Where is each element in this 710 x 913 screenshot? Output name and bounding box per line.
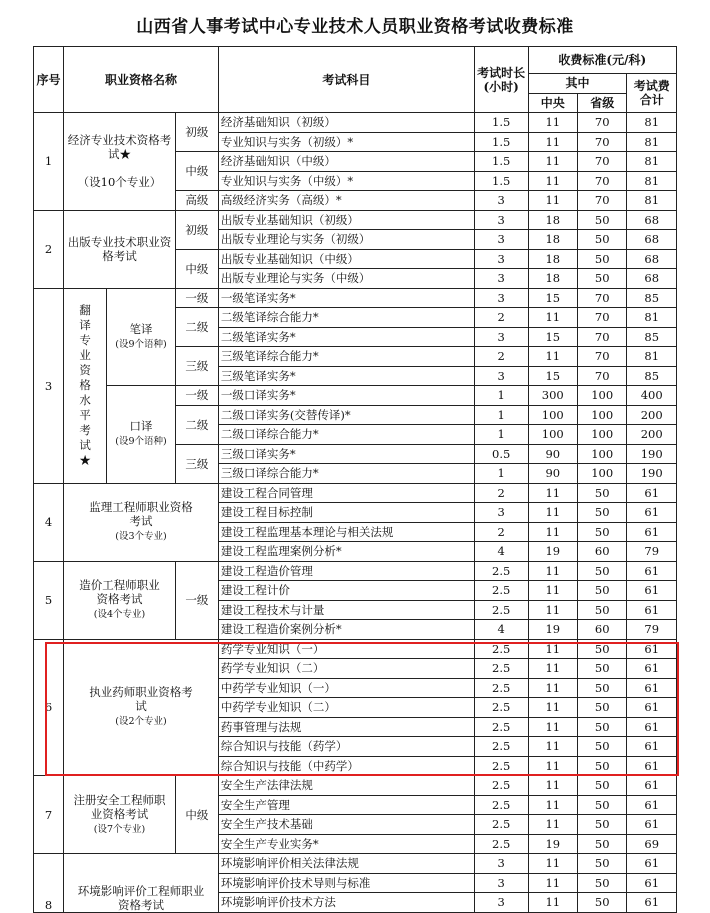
group-note: (设2个专业) bbox=[115, 716, 167, 728]
level-cell: 二级 bbox=[175, 308, 218, 347]
duration-cell: 3 bbox=[474, 191, 528, 211]
subject-cell: 出版专业理论与实务（初级） bbox=[218, 230, 474, 250]
province-fee-cell: 70 bbox=[577, 152, 626, 172]
central-fee-cell: 11 bbox=[528, 776, 577, 796]
subject-cell: 安全生产管理 bbox=[218, 795, 474, 815]
subject-cell: 安全生产技术基础 bbox=[218, 815, 474, 835]
total-fee-cell: 200 bbox=[627, 405, 677, 425]
level-cell: 一级 bbox=[175, 561, 218, 639]
subject-cell: 环境影响评价相关法律法规 bbox=[218, 854, 474, 874]
central-fee-cell: 11 bbox=[528, 503, 577, 523]
group-name-text: 出版专业技术职业资格考试 bbox=[67, 235, 172, 263]
subject-cell: 建设工程计价 bbox=[218, 581, 474, 601]
group-name bbox=[64, 639, 219, 776]
level-cell: 中级 bbox=[175, 152, 218, 191]
duration-cell: 3 bbox=[474, 873, 528, 893]
duration-cell: 3 bbox=[474, 893, 528, 913]
table-row bbox=[34, 113, 677, 133]
central-fee-cell: 15 bbox=[528, 327, 577, 347]
total-fee-cell: 61 bbox=[627, 581, 677, 601]
subject-cell: 环境影响评价技术导则与标准 bbox=[218, 873, 474, 893]
central-fee-cell: 18 bbox=[528, 269, 577, 289]
duration-cell: 4 bbox=[474, 542, 528, 562]
total-fee-cell: 61 bbox=[627, 678, 677, 698]
header-name: 职业资格名称 bbox=[64, 47, 219, 113]
province-fee-cell: 100 bbox=[577, 444, 626, 464]
header-subject: 考试科目 bbox=[218, 47, 474, 113]
province-fee-cell: 70 bbox=[577, 132, 626, 152]
group-name-text: 造价工程师职业资格考试 bbox=[79, 578, 160, 606]
total-fee-cell: 79 bbox=[627, 620, 677, 640]
group-name-text: 监理工程师职业资格考试 bbox=[89, 500, 193, 528]
sub-category-label: 口译 bbox=[129, 419, 153, 434]
total-fee-cell: 200 bbox=[627, 425, 677, 445]
subject-cell: 经济基础知识（中级） bbox=[218, 152, 474, 172]
central-fee-cell: 11 bbox=[528, 854, 577, 874]
duration-cell: 3 bbox=[474, 366, 528, 386]
total-fee-cell: 81 bbox=[627, 132, 677, 152]
central-fee-cell: 11 bbox=[528, 561, 577, 581]
duration-cell: 1.5 bbox=[474, 132, 528, 152]
central-fee-cell: 19 bbox=[528, 542, 577, 562]
duration-cell: 2.5 bbox=[474, 717, 528, 737]
fee-table bbox=[33, 46, 677, 913]
subject-cell: 三级口译综合能力* bbox=[218, 464, 474, 484]
subject-cell: 建设工程技术与计量 bbox=[218, 600, 474, 620]
group-name bbox=[64, 854, 219, 913]
level-cell: 三级 bbox=[175, 444, 218, 483]
duration-cell: 2 bbox=[474, 308, 528, 328]
total-fee-cell: 85 bbox=[627, 366, 677, 386]
total-fee-cell: 61 bbox=[627, 854, 677, 874]
province-fee-cell: 50 bbox=[577, 522, 626, 542]
subject-cell: 二级口译综合能力* bbox=[218, 425, 474, 445]
header-duration: 考试时长(小时) bbox=[474, 47, 528, 113]
central-fee-cell: 11 bbox=[528, 873, 577, 893]
header-total: 考试费合计 bbox=[627, 74, 677, 113]
central-fee-cell: 90 bbox=[528, 464, 577, 484]
subject-cell: 二级笔译实务* bbox=[218, 327, 474, 347]
subject-cell: 建设工程目标控制 bbox=[218, 503, 474, 523]
level-cell: 中级 bbox=[175, 776, 218, 854]
level-cell: 三级 bbox=[175, 347, 218, 386]
province-fee-cell: 50 bbox=[577, 834, 626, 854]
province-fee-cell: 50 bbox=[577, 776, 626, 796]
duration-cell: 3 bbox=[474, 854, 528, 874]
subject-cell: 二级口译实务(交替传译)* bbox=[218, 405, 474, 425]
province-fee-cell: 50 bbox=[577, 795, 626, 815]
table-row bbox=[34, 639, 677, 659]
duration-cell: 3 bbox=[474, 503, 528, 523]
central-fee-cell: 19 bbox=[528, 620, 577, 640]
subject-cell: 三级口译实务* bbox=[218, 444, 474, 464]
level-cell: 初级 bbox=[175, 210, 218, 249]
group-name-text: 经济专业技术资格考试★ bbox=[67, 133, 172, 162]
province-fee-cell: 50 bbox=[577, 639, 626, 659]
group-name bbox=[64, 483, 219, 561]
duration-cell: 0.5 bbox=[474, 444, 528, 464]
header-seq: 序号 bbox=[34, 47, 64, 113]
subject-cell: 中药学专业知识（二） bbox=[218, 698, 474, 718]
central-fee-cell: 11 bbox=[528, 815, 577, 835]
central-fee-cell: 11 bbox=[528, 600, 577, 620]
table-row bbox=[34, 288, 677, 308]
province-fee-cell: 70 bbox=[577, 171, 626, 191]
central-fee-cell: 11 bbox=[528, 308, 577, 328]
duration-cell: 2.5 bbox=[474, 678, 528, 698]
sub-category bbox=[107, 386, 176, 484]
duration-cell: 3 bbox=[474, 327, 528, 347]
province-fee-cell: 50 bbox=[577, 815, 626, 835]
group-seq: 2 bbox=[34, 210, 64, 288]
central-fee-cell: 11 bbox=[528, 698, 577, 718]
central-fee-cell: 11 bbox=[528, 678, 577, 698]
central-fee-cell: 11 bbox=[528, 659, 577, 679]
subject-cell: 药学专业知识（二） bbox=[218, 659, 474, 679]
province-fee-cell: 60 bbox=[577, 620, 626, 640]
subject-cell: 综合知识与技能（药学） bbox=[218, 737, 474, 757]
total-fee-cell: 61 bbox=[627, 776, 677, 796]
central-fee-cell: 11 bbox=[528, 191, 577, 211]
duration-cell: 2.5 bbox=[474, 600, 528, 620]
total-fee-cell: 81 bbox=[627, 113, 677, 133]
table-row bbox=[34, 386, 677, 406]
duration-cell: 3 bbox=[474, 269, 528, 289]
level-cell: 中级 bbox=[175, 249, 218, 288]
province-fee-cell: 50 bbox=[577, 678, 626, 698]
header-central: 中央 bbox=[528, 93, 577, 113]
total-fee-cell: 81 bbox=[627, 152, 677, 172]
group-name-text: 翻译专业资格水平考试★ bbox=[79, 303, 91, 467]
group-name-vertical bbox=[64, 288, 107, 483]
subject-cell: 高级经济实务（高级）* bbox=[218, 191, 474, 211]
central-fee-cell: 18 bbox=[528, 210, 577, 230]
duration-cell: 2.5 bbox=[474, 659, 528, 679]
total-fee-cell: 61 bbox=[627, 893, 677, 913]
total-fee-cell: 68 bbox=[627, 210, 677, 230]
total-fee-cell: 68 bbox=[627, 230, 677, 250]
subject-cell: 药学专业知识（一） bbox=[218, 639, 474, 659]
subject-cell: 建设工程造价案例分析* bbox=[218, 620, 474, 640]
duration-cell: 2.5 bbox=[474, 815, 528, 835]
duration-cell: 1.5 bbox=[474, 171, 528, 191]
duration-cell: 3 bbox=[474, 230, 528, 250]
province-fee-cell: 70 bbox=[577, 347, 626, 367]
total-fee-cell: 61 bbox=[627, 483, 677, 503]
header-fee-title: 收费标准(元/科) bbox=[528, 47, 676, 74]
province-fee-cell: 50 bbox=[577, 210, 626, 230]
subject-cell: 出版专业基础知识（初级） bbox=[218, 210, 474, 230]
province-fee-cell: 50 bbox=[577, 756, 626, 776]
total-fee-cell: 61 bbox=[627, 503, 677, 523]
central-fee-cell: 100 bbox=[528, 425, 577, 445]
sub-category-note: (设9个语种) bbox=[115, 338, 167, 350]
province-fee-cell: 50 bbox=[577, 249, 626, 269]
central-fee-cell: 11 bbox=[528, 113, 577, 133]
duration-cell: 3 bbox=[474, 288, 528, 308]
province-fee-cell: 100 bbox=[577, 425, 626, 445]
province-fee-cell: 50 bbox=[577, 873, 626, 893]
province-fee-cell: 50 bbox=[577, 737, 626, 757]
central-fee-cell: 15 bbox=[528, 366, 577, 386]
province-fee-cell: 50 bbox=[577, 483, 626, 503]
table-row bbox=[34, 483, 677, 503]
total-fee-cell: 81 bbox=[627, 308, 677, 328]
central-fee-cell: 11 bbox=[528, 717, 577, 737]
group-note: (设4个专业) bbox=[93, 609, 146, 620]
central-fee-cell: 11 bbox=[528, 483, 577, 503]
province-fee-cell: 100 bbox=[577, 405, 626, 425]
central-fee-cell: 18 bbox=[528, 230, 577, 250]
total-fee-cell: 81 bbox=[627, 191, 677, 211]
central-fee-cell: 90 bbox=[528, 444, 577, 464]
duration-cell: 2 bbox=[474, 522, 528, 542]
total-fee-cell: 61 bbox=[627, 815, 677, 835]
group-seq: 4 bbox=[34, 483, 64, 561]
subject-cell: 建设工程造价管理 bbox=[218, 561, 474, 581]
total-fee-cell: 61 bbox=[627, 561, 677, 581]
subject-cell: 建设工程监理案例分析* bbox=[218, 542, 474, 562]
total-fee-cell: 61 bbox=[627, 795, 677, 815]
province-fee-cell: 70 bbox=[577, 327, 626, 347]
duration-cell: 1 bbox=[474, 405, 528, 425]
group-note: （设10个专业） bbox=[77, 175, 162, 190]
subject-cell: 综合知识与技能（中药学） bbox=[218, 756, 474, 776]
duration-cell: 2.5 bbox=[474, 561, 528, 581]
sub-category-label: 笔译 bbox=[129, 321, 153, 336]
province-fee-cell: 70 bbox=[577, 308, 626, 328]
total-fee-cell: 79 bbox=[627, 542, 677, 562]
total-fee-cell: 68 bbox=[627, 269, 677, 289]
page-title: 山西省人事考试中心专业技术人员职业资格考试收费标准 bbox=[136, 17, 574, 37]
group-seq: 7 bbox=[34, 776, 64, 854]
duration-cell: 1 bbox=[474, 386, 528, 406]
province-fee-cell: 70 bbox=[577, 366, 626, 386]
subject-cell: 专业知识与实务（中级）* bbox=[218, 171, 474, 191]
total-fee-cell: 61 bbox=[627, 639, 677, 659]
province-fee-cell: 70 bbox=[577, 288, 626, 308]
province-fee-cell: 50 bbox=[577, 659, 626, 679]
total-fee-cell: 61 bbox=[627, 698, 677, 718]
province-fee-cell: 50 bbox=[577, 854, 626, 874]
subject-cell: 经济基础知识（初级） bbox=[218, 113, 474, 133]
duration-cell: 2 bbox=[474, 347, 528, 367]
province-fee-cell: 50 bbox=[577, 717, 626, 737]
subject-cell: 中药学专业知识（一） bbox=[218, 678, 474, 698]
total-fee-cell: 85 bbox=[627, 288, 677, 308]
table-row bbox=[34, 776, 677, 796]
province-fee-cell: 70 bbox=[577, 113, 626, 133]
central-fee-cell: 18 bbox=[528, 249, 577, 269]
group-name bbox=[64, 113, 176, 211]
central-fee-cell: 11 bbox=[528, 893, 577, 913]
total-fee-cell: 81 bbox=[627, 347, 677, 367]
total-fee-cell: 61 bbox=[627, 522, 677, 542]
total-fee-cell: 81 bbox=[627, 171, 677, 191]
level-cell: 一级 bbox=[175, 386, 218, 406]
duration-cell: 2.5 bbox=[474, 639, 528, 659]
central-fee-cell: 11 bbox=[528, 581, 577, 601]
province-fee-cell: 50 bbox=[577, 269, 626, 289]
duration-cell: 2.5 bbox=[474, 834, 528, 854]
province-fee-cell: 100 bbox=[577, 464, 626, 484]
total-fee-cell: 61 bbox=[627, 737, 677, 757]
duration-cell: 2.5 bbox=[474, 737, 528, 757]
total-fee-cell: 190 bbox=[627, 464, 677, 484]
total-fee-cell: 85 bbox=[627, 327, 677, 347]
total-fee-cell: 61 bbox=[627, 717, 677, 737]
group-seq: 5 bbox=[34, 561, 64, 639]
province-fee-cell: 100 bbox=[577, 386, 626, 406]
subject-cell: 一级口译实务* bbox=[218, 386, 474, 406]
central-fee-cell: 11 bbox=[528, 756, 577, 776]
duration-cell: 3 bbox=[474, 249, 528, 269]
province-fee-cell: 60 bbox=[577, 542, 626, 562]
total-fee-cell: 400 bbox=[627, 386, 677, 406]
province-fee-cell: 70 bbox=[577, 191, 626, 211]
total-fee-cell: 61 bbox=[627, 756, 677, 776]
duration-cell: 1 bbox=[474, 464, 528, 484]
subject-cell: 三级笔译综合能力* bbox=[218, 347, 474, 367]
subject-cell: 出版专业理论与实务（中级） bbox=[218, 269, 474, 289]
duration-cell: 1.5 bbox=[474, 152, 528, 172]
group-seq: 6 bbox=[34, 639, 64, 776]
central-fee-cell: 11 bbox=[528, 522, 577, 542]
group-name bbox=[64, 561, 176, 639]
duration-cell: 1 bbox=[474, 425, 528, 445]
group-seq: 8 bbox=[34, 854, 64, 913]
central-fee-cell: 11 bbox=[528, 171, 577, 191]
subject-cell: 安全生产法律法规 bbox=[218, 776, 474, 796]
total-fee-cell: 61 bbox=[627, 659, 677, 679]
province-fee-cell: 50 bbox=[577, 561, 626, 581]
level-cell: 初级 bbox=[175, 113, 218, 152]
central-fee-cell: 11 bbox=[528, 737, 577, 757]
central-fee-cell: 11 bbox=[528, 152, 577, 172]
level-cell: 二级 bbox=[175, 405, 218, 444]
province-fee-cell: 50 bbox=[577, 698, 626, 718]
province-fee-cell: 50 bbox=[577, 230, 626, 250]
total-fee-cell: 61 bbox=[627, 600, 677, 620]
subject-cell: 环境影响评价技术方法 bbox=[218, 893, 474, 913]
subject-cell: 药事管理与法规 bbox=[218, 717, 474, 737]
duration-cell: 2.5 bbox=[474, 581, 528, 601]
subject-cell: 一级笔译实务* bbox=[218, 288, 474, 308]
table-row bbox=[34, 854, 677, 874]
subject-cell: 建设工程合同管理 bbox=[218, 483, 474, 503]
group-name-text: 注册安全工程师职业资格考试 bbox=[73, 792, 166, 821]
duration-cell: 3 bbox=[474, 210, 528, 230]
total-fee-cell: 61 bbox=[627, 873, 677, 893]
central-fee-cell: 19 bbox=[528, 834, 577, 854]
province-fee-cell: 50 bbox=[577, 581, 626, 601]
total-fee-cell: 190 bbox=[627, 444, 677, 464]
group-name-text: 执业药师职业资格考试 bbox=[89, 685, 193, 714]
central-fee-cell: 11 bbox=[528, 639, 577, 659]
subject-cell: 建设工程监理基本理论与相关法规 bbox=[218, 522, 474, 542]
central-fee-cell: 300 bbox=[528, 386, 577, 406]
group-name bbox=[64, 210, 176, 288]
header-of-which: 其中 bbox=[528, 74, 627, 94]
group-note: (设7个专业) bbox=[93, 823, 146, 835]
duration-cell: 2 bbox=[474, 483, 528, 503]
subject-cell: 安全生产专业实务* bbox=[218, 834, 474, 854]
total-fee-cell: 69 bbox=[627, 834, 677, 854]
header-province: 省级 bbox=[577, 93, 626, 113]
level-cell: 高级 bbox=[175, 191, 218, 211]
province-fee-cell: 50 bbox=[577, 503, 626, 523]
table-row bbox=[34, 561, 677, 581]
subject-cell: 三级笔译实务* bbox=[218, 366, 474, 386]
central-fee-cell: 11 bbox=[528, 132, 577, 152]
duration-cell: 2.5 bbox=[474, 756, 528, 776]
group-seq: 1 bbox=[34, 113, 64, 211]
province-fee-cell: 50 bbox=[577, 893, 626, 913]
subject-cell: 二级笔译综合能力* bbox=[218, 308, 474, 328]
subject-cell: 出版专业基础知识（中级） bbox=[218, 249, 474, 269]
duration-cell: 2.5 bbox=[474, 795, 528, 815]
central-fee-cell: 11 bbox=[528, 347, 577, 367]
group-name-text: 环境影响评价工程师职业资格考试 bbox=[77, 883, 205, 912]
province-fee-cell: 50 bbox=[577, 600, 626, 620]
duration-cell: 1.5 bbox=[474, 113, 528, 133]
group-name bbox=[64, 776, 176, 854]
duration-cell: 2.5 bbox=[474, 698, 528, 718]
group-seq: 3 bbox=[34, 288, 64, 483]
sub-category-note: (设9个语种) bbox=[115, 436, 167, 448]
duration-cell: 4 bbox=[474, 620, 528, 640]
total-fee-cell: 68 bbox=[627, 249, 677, 269]
table-row bbox=[34, 210, 677, 230]
central-fee-cell: 15 bbox=[528, 288, 577, 308]
level-cell: 一级 bbox=[175, 288, 218, 308]
sub-category bbox=[107, 288, 176, 386]
central-fee-cell: 100 bbox=[528, 405, 577, 425]
group-note: (设3个专业) bbox=[115, 531, 167, 542]
subject-cell: 专业知识与实务（初级）* bbox=[218, 132, 474, 152]
duration-cell: 2.5 bbox=[474, 776, 528, 796]
central-fee-cell: 11 bbox=[528, 795, 577, 815]
